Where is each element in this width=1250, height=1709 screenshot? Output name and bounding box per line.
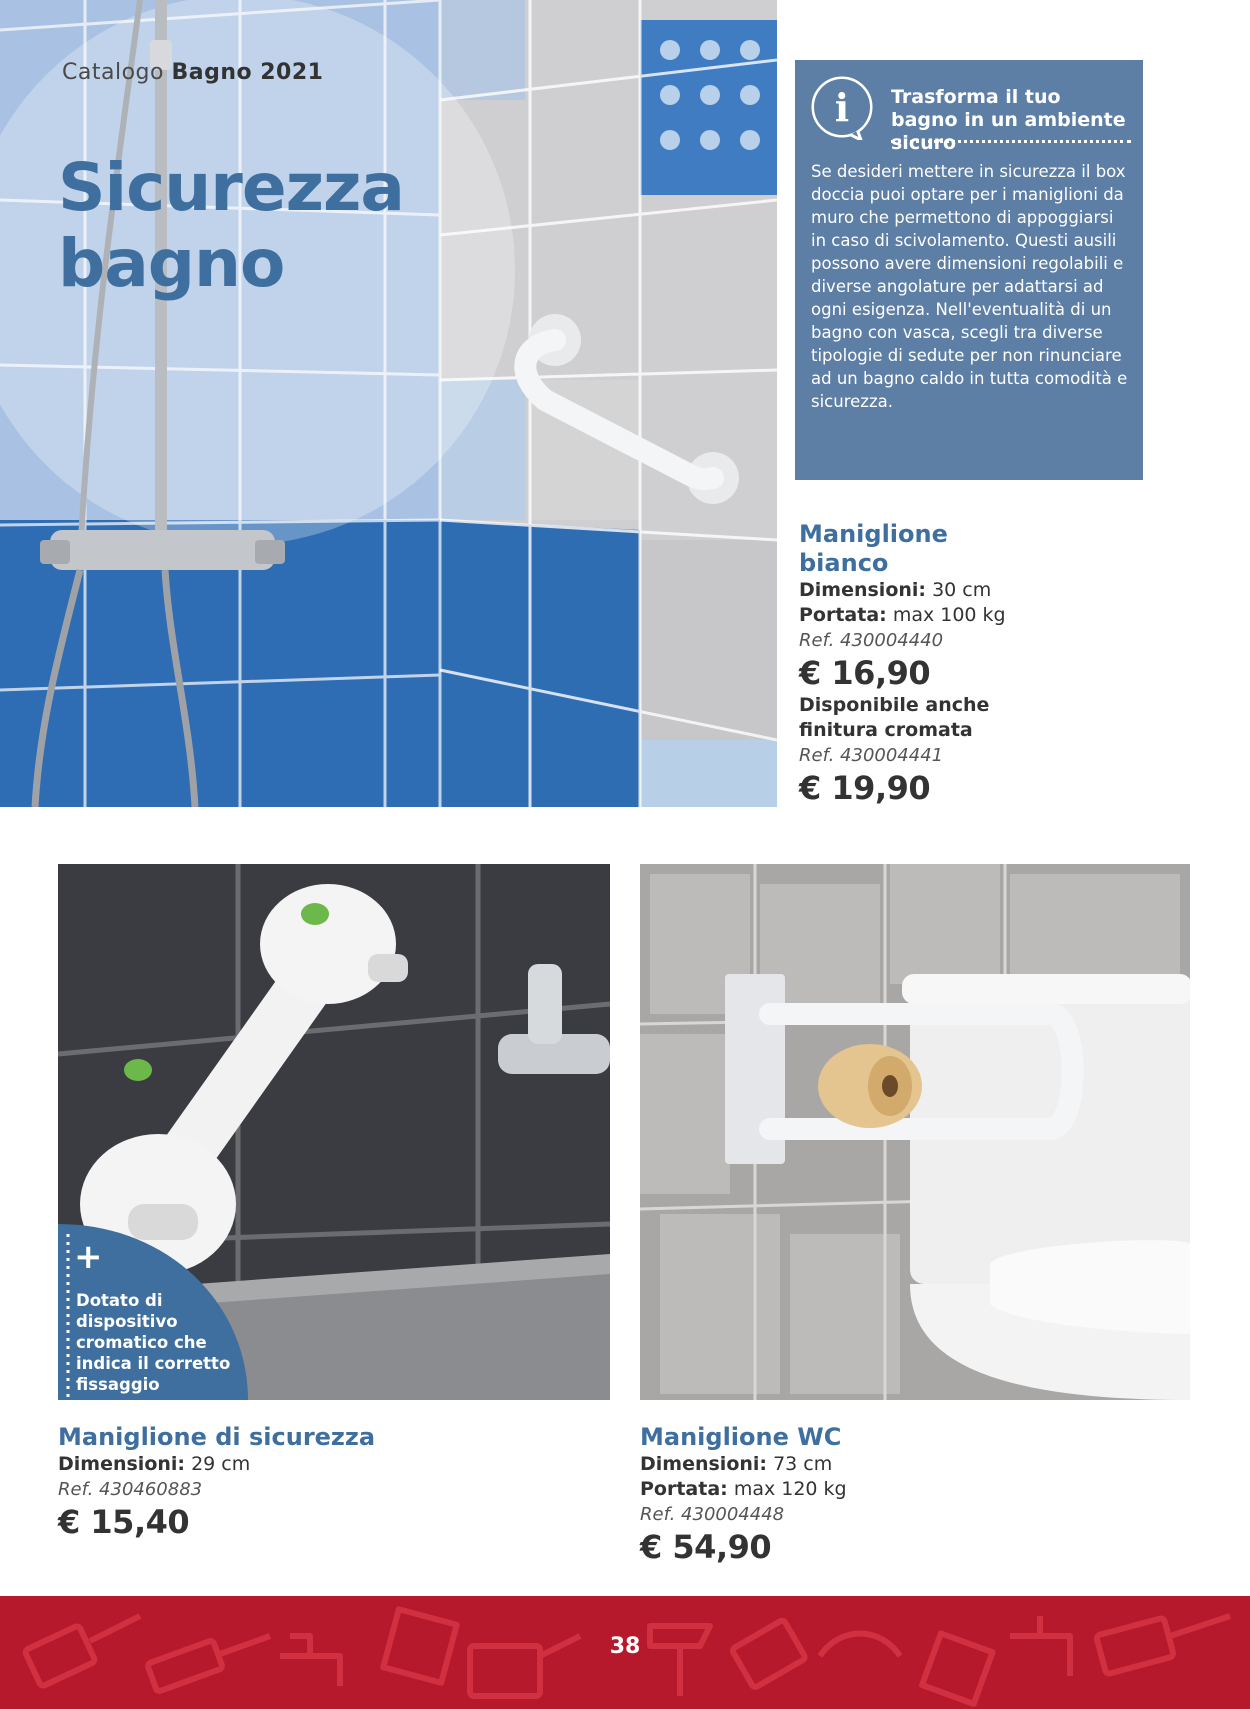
product-dimensions [799, 578, 1059, 603]
dimensions-label: Dimensioni: [640, 1453, 768, 1475]
catalog-prefix: Catalogo [62, 60, 164, 85]
load-label: Portata: [799, 604, 887, 626]
badge-text: Dotato di dispositivo cromatico che indica il corretto fissaggio [76, 1291, 231, 1394]
load-value: max 100 kg [892, 604, 1006, 626]
alt-note-line-2: finitura cromata [799, 719, 973, 741]
product-price: € 16,90 [799, 654, 931, 692]
product-maniglione-bianco [799, 520, 1059, 808]
shower-illustration [0, 0, 777, 807]
product-price: € 15,40 [58, 1503, 190, 1541]
product-maniglione-sicurezza [58, 1423, 478, 1542]
product-name [799, 520, 1059, 578]
title-line-2: bagno [58, 225, 285, 302]
product-name: Maniglione WC [640, 1423, 842, 1451]
info-box [795, 60, 1143, 480]
wc-bar-illustration [640, 864, 1190, 1400]
product-price: € 54,90 [640, 1528, 772, 1566]
info-title: Trasforma il tuo bagno in un ambiente sicuro [891, 86, 1126, 154]
info-icon [809, 74, 875, 140]
load-label: Portata: [640, 1478, 728, 1500]
product-name-line-1: Maniglione [799, 520, 948, 548]
product-load [799, 603, 1059, 628]
info-text: Se desideri mettere in sicurezza il box doccia puoi optare per i maniglioni da muro che permettono di appoggiarsi in caso di scivolamento. Questi ausili possono avere dimensioni regolabili e diverse angolature per adattarsi ad ogni esigenza. Nell'eventualità di un bagno con vasca, scegli tra diverse tipologie di sedute per non rinunciare ad un bagno caldo in tutta comodità e sicurezza. [811, 162, 1128, 411]
load-value: max 120 kg [733, 1478, 847, 1500]
photo-maniglione-wc [640, 864, 1190, 1400]
product-maniglione-wc [640, 1423, 1060, 1567]
product-load [640, 1477, 1060, 1502]
dimensions-value: 29 cm [191, 1453, 251, 1475]
product-dimensions [58, 1452, 478, 1477]
dimensions-label: Dimensioni: [799, 579, 927, 601]
dimensions-label: Dimensioni: [58, 1453, 186, 1475]
alt-note-line-1: Disponibile anche [799, 694, 990, 716]
product-ref: Ref. 430460883 [58, 1479, 203, 1500]
product-alt-price: € 19,90 [799, 769, 931, 807]
product-ref: Ref. 430004440 [799, 630, 944, 651]
footer-band [0, 1596, 1250, 1709]
product-ref: Ref. 430004448 [640, 1504, 785, 1525]
product-name: Maniglione di sicurezza [58, 1423, 376, 1451]
product-alt-note [799, 693, 1059, 743]
page-title [58, 150, 418, 302]
page-number: 38 [609, 1634, 641, 1659]
info-divider [891, 140, 1131, 143]
dimensions-value: 30 cm [932, 579, 992, 601]
catalog-label [62, 60, 323, 85]
product-name-line-2: bianco [799, 549, 889, 577]
info-icon-glyph: i [834, 85, 850, 130]
photo-maniglione-sicurezza [58, 864, 610, 1400]
title-line-1: Sicurezza [58, 149, 404, 226]
hero-shower-photo [0, 0, 777, 807]
product-dimensions [640, 1452, 1060, 1477]
catalog-name: Bagno 2021 [171, 60, 324, 85]
product-alt-ref: Ref. 430004441 [799, 745, 944, 766]
dimensions-value: 73 cm [773, 1453, 833, 1475]
badge-plus-icon: + [74, 1237, 103, 1277]
